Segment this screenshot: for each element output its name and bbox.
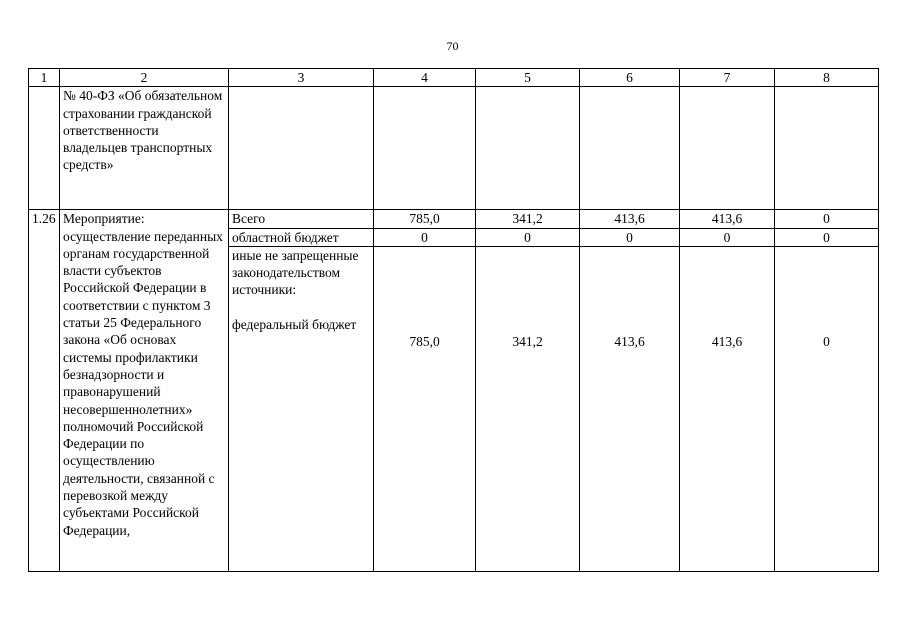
header-col-2: 2 xyxy=(60,69,229,87)
header-col-5: 5 xyxy=(476,69,580,87)
continued-source-cell xyxy=(229,87,374,210)
total-c5: 341,2 xyxy=(476,210,580,228)
other-c8-cell xyxy=(775,246,879,571)
continued-description: № 40-ФЗ «Об обязательном страховании гражданской ответственности владельцев транспортных средств» xyxy=(60,87,229,210)
row-1-26-total xyxy=(29,210,879,228)
source-total: Всего xyxy=(229,210,374,228)
header-col-4: 4 xyxy=(374,69,476,87)
continued-c8 xyxy=(775,87,879,210)
header-col-8: 8 xyxy=(775,69,879,87)
page-number: 70 xyxy=(446,39,459,53)
other-c7-cell xyxy=(680,246,775,571)
total-c4: 785,0 xyxy=(374,210,476,228)
source-regional: областной бюджет xyxy=(229,228,374,246)
total-c6: 413,6 xyxy=(580,210,680,228)
continued-number-cell xyxy=(29,87,60,210)
regional-c6: 0 xyxy=(580,228,680,246)
row-number: 1.26 xyxy=(29,210,60,572)
other-sources-label: иные не запрещенные законодательством источники: xyxy=(232,247,359,298)
total-c8: 0 xyxy=(775,210,879,228)
header-col-1: 1 xyxy=(29,69,60,87)
regional-c8: 0 xyxy=(775,228,879,246)
other-c4-cell xyxy=(374,246,476,571)
continued-c4 xyxy=(374,87,476,210)
other-c6-cell xyxy=(580,246,680,571)
total-c7: 413,6 xyxy=(680,210,775,228)
regional-c7: 0 xyxy=(680,228,775,246)
source-other xyxy=(229,246,374,571)
federal-c5: 341,2 xyxy=(512,333,543,349)
federal-c7: 413,6 xyxy=(711,333,743,349)
budget-table xyxy=(28,68,879,572)
header-col-7: 7 xyxy=(680,69,775,87)
federal-c8: 0 xyxy=(823,333,830,349)
row-description: Мероприятие: осуществление переданных органам государственной власти субъектов Российской Федерации в соответствии с пунктом 3 статьи 25 Федерального закона «Об основах системы профилактики безнадзорности и правонарушений несовершеннолетних» полномочий Российской Федерации по осуществлению деятельности, связанной с перевозкой между субъектами Российской Федерации, xyxy=(60,210,229,572)
continued-c7 xyxy=(680,87,775,210)
header-row xyxy=(29,69,879,87)
continued-c6 xyxy=(580,87,680,210)
federal-c4: 785,0 xyxy=(409,333,440,349)
continued-row xyxy=(29,87,879,210)
regional-c4: 0 xyxy=(374,228,476,246)
regional-c5: 0 xyxy=(476,228,580,246)
header-col-6: 6 xyxy=(580,69,680,87)
continued-c5 xyxy=(476,87,580,210)
header-col-3: 3 xyxy=(229,69,374,87)
source-federal: федеральный бюджет xyxy=(232,316,357,332)
other-c5-cell xyxy=(476,246,580,571)
federal-c6: 413,6 xyxy=(614,333,645,349)
